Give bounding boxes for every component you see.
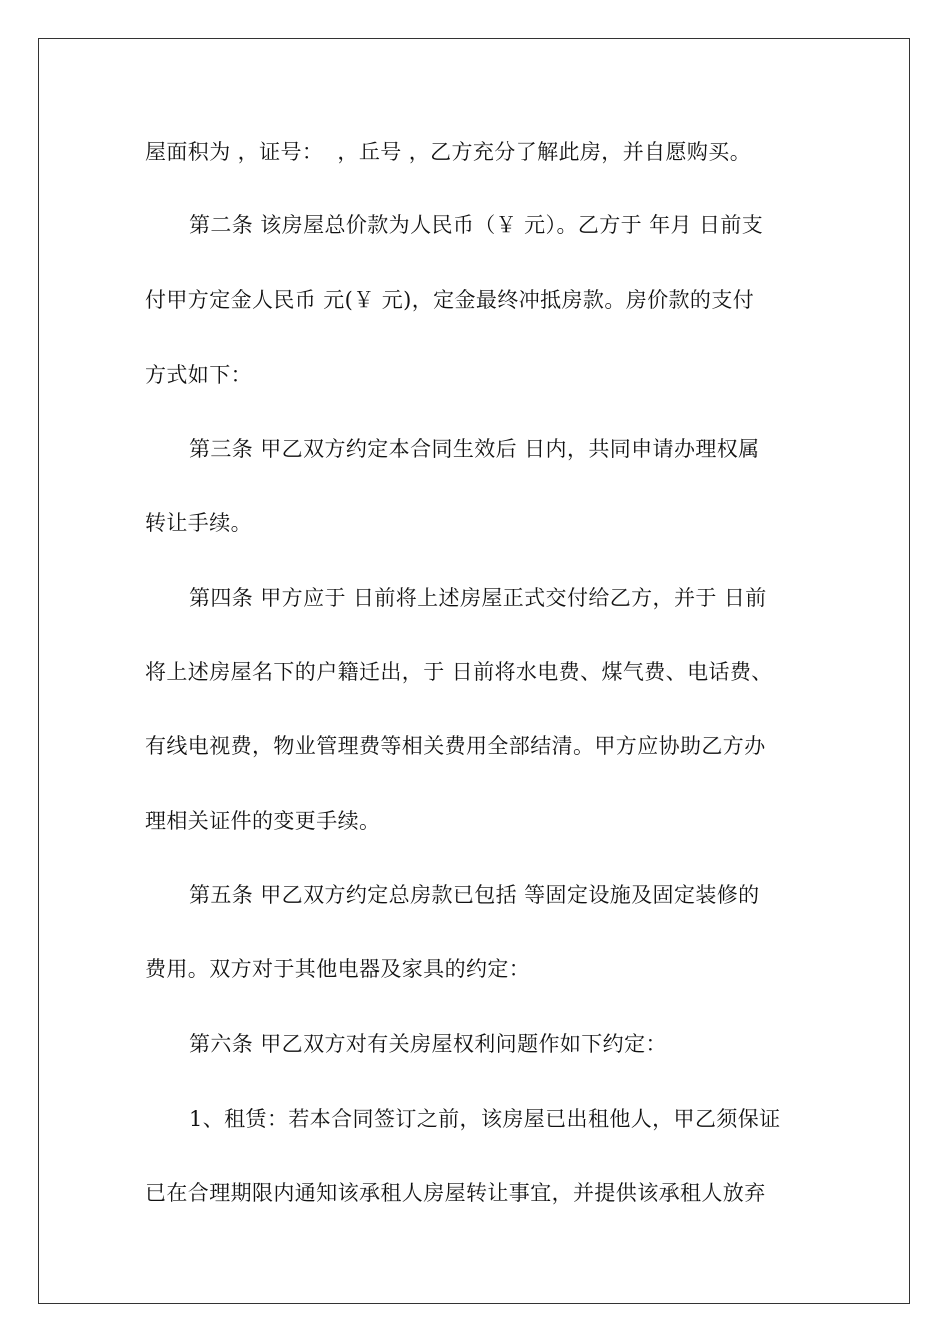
clause-1-line-2: 已在合理期限内通知该承租人房屋转让事宜，并提供该承租人放弃 (145, 1181, 766, 1205)
article-2-line-3: 方式如下： (145, 363, 252, 387)
article-4-line-4: 理相关证件的变更手续。 (145, 809, 381, 833)
article-2-line-2: 付甲方定金人民币 元(￥ 元)，定金最终冲抵房款。房价款的支付 (145, 288, 755, 312)
text-line-1: 屋面积为 ，证号： ，丘号 ，乙方充分了解此房，并自愿购买。 (145, 140, 752, 164)
article-3-line-2: 转让手续。 (145, 511, 252, 535)
article-3-line-1: 第三条 甲乙双方约定本合同生效后 日内，共同申请办理权属 (189, 437, 760, 461)
clause-1-line-1: 1、租赁：若本合同签订之前，该房屋已出租他人，甲乙须保证 (189, 1107, 781, 1131)
article-4-line-1: 第四条 甲方应于 日前将上述房屋正式交付给乙方，并于 日前 (189, 586, 767, 610)
article-4-line-3: 有线电视费，物业管理费等相关费用全部结清。甲方应协助乙方办 (145, 734, 766, 758)
article-6-line-1: 第六条 甲乙双方对有关房屋权利问题作如下约定： (189, 1032, 667, 1056)
article-2-line-1: 第二条 该房屋总价款为人民币（￥ 元）。乙方于 年月 日前支 (189, 213, 764, 237)
article-5-line-1: 第五条 甲乙双方约定总房款已包括 等固定设施及固定装修的 (189, 883, 760, 907)
article-5-line-2: 费用。双方对于其他电器及家具的约定： (145, 957, 531, 981)
article-4-line-2: 将上述房屋名下的户籍迁出，于 日前将水电费、煤气费、电话费、 (145, 660, 773, 684)
